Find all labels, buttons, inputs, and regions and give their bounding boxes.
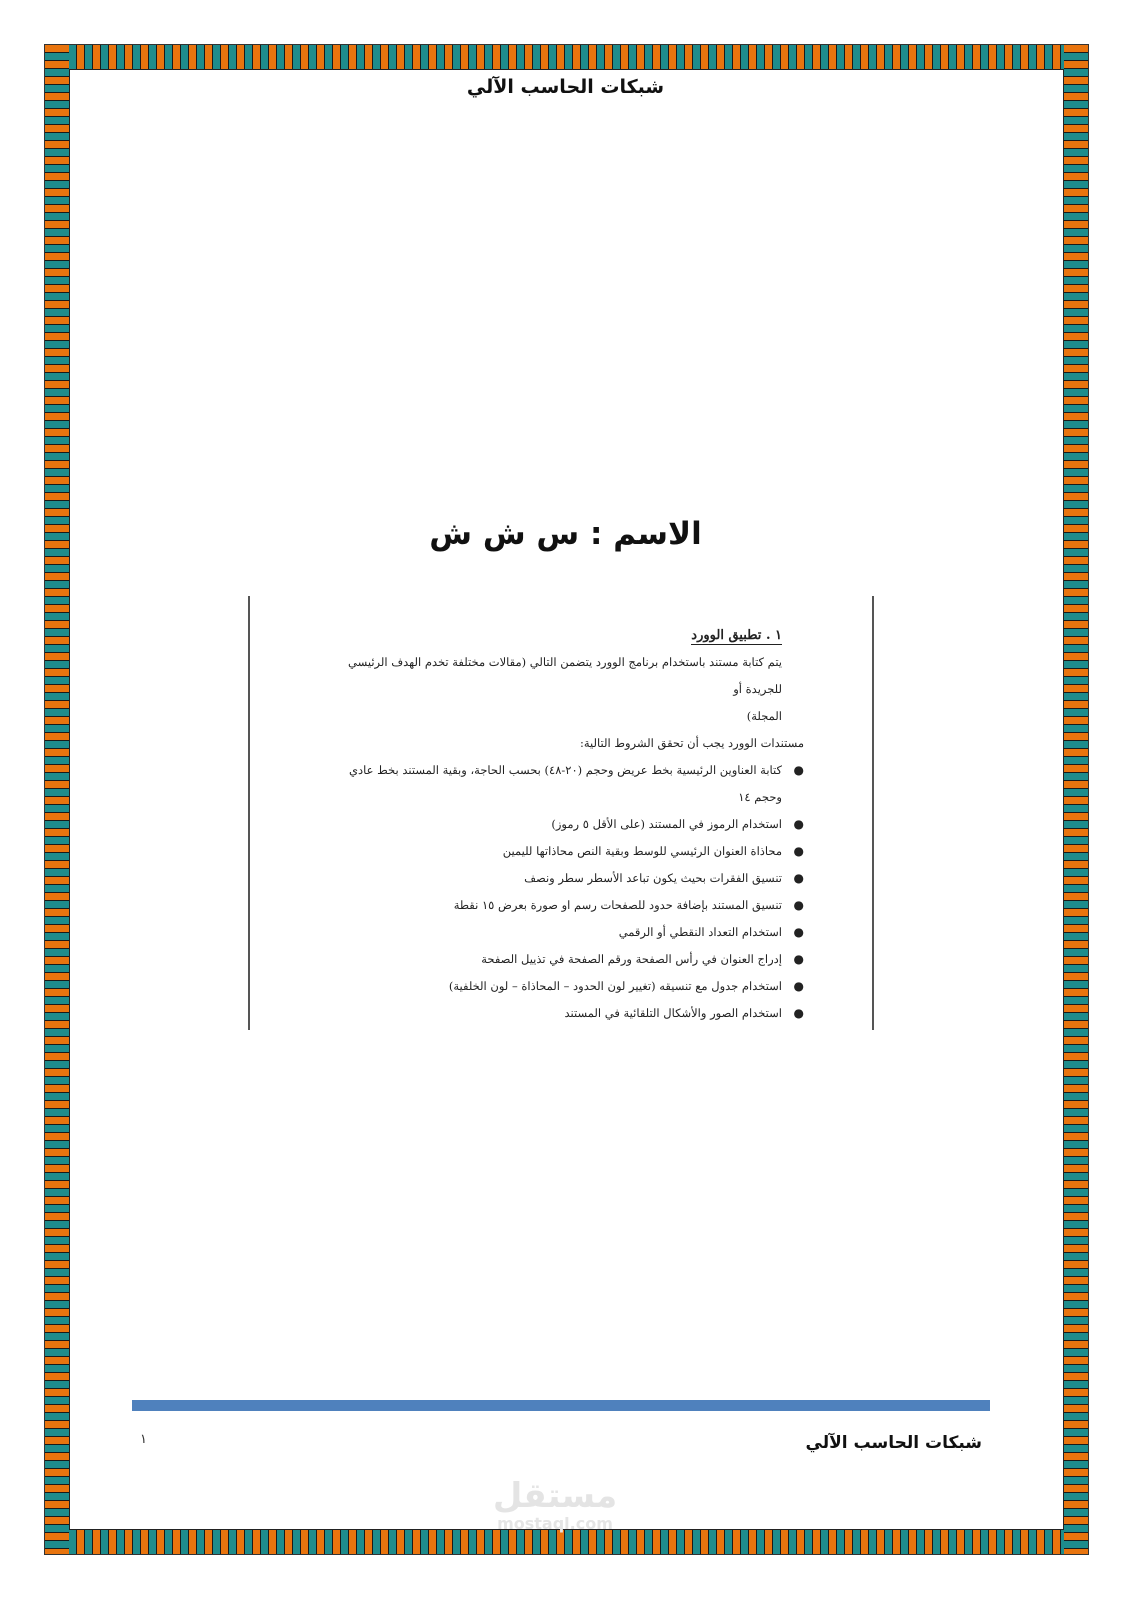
footer-divider-bar [132, 1400, 990, 1411]
bullet-icon: ● [793, 925, 804, 939]
student-name-line: الاسم : س ش ش [429, 516, 702, 552]
bullet-icon: ● [793, 844, 804, 858]
list-item: ● استخدام الرموز في المستند (على الأقل ٥ رموز) [312, 811, 782, 838]
page-header-title: شبكات الحاسب الآلي [466, 76, 665, 98]
section-title: ١ . تطبيق الوورد [691, 628, 782, 643]
watermark-url: mostaql.com [497, 1514, 613, 1533]
bullet-icon: ● [793, 871, 804, 885]
bullet-icon: ● [793, 952, 804, 966]
list-item: ● استخدام التعداد النقطي أو الرقمي [312, 919, 782, 946]
bullet-icon: ● [793, 979, 804, 993]
page-number: ١ [140, 1432, 147, 1447]
bullet-icon: ● [793, 1006, 804, 1020]
bullet-icon: ● [793, 763, 804, 777]
list-item: ● محاذاة العنوان الرئيسي للوسط وبقية النص محاذاتها لليمين [312, 838, 782, 865]
decorative-border-right [1064, 45, 1088, 1554]
embedded-document-image [248, 596, 874, 1030]
decorative-border-left [45, 45, 69, 1554]
list-item-continuation: وحجم ١٤ [738, 790, 782, 804]
list-item: ● تنسيق المستند بإضافة حدود للصفحات رسم او صورة بعرض ١٥ نقطة [312, 892, 782, 919]
intro-paragraph-line-1: يتم كتابة مستند باستخدام برنامج الوورد يتضمن التالي (مقالات مختلفة تخدم الهدف الرئيسي للجريدة أو [348, 655, 782, 696]
assignment-text [312, 622, 804, 1027]
intro-paragraph-line-2: المجلة) [746, 709, 782, 723]
watermark-logo: مستقل [492, 1476, 618, 1516]
page-footer-title: شبكات الحاسب الآلي [805, 1433, 982, 1453]
bullet-icon: ● [793, 817, 804, 831]
list-item: ● إدراج العنوان في رأس الصفحة ورقم الصفحة في تذييل الصفحة [312, 946, 782, 973]
decorative-border-top [45, 45, 1088, 69]
requirements-list [312, 757, 804, 1027]
decorative-border-bottom [45, 1530, 1088, 1554]
list-item: ● كتابة العناوين الرئيسية بخط عريض وحجم (٢٠-٤٨) بحسب الحاجة، وبقية المستند بخط عادي [312, 757, 782, 784]
conditions-intro: مستندات الوورد يجب أن تحقق الشروط التالية: [580, 736, 804, 750]
bullet-icon: ● [793, 898, 804, 912]
list-item: ● استخدام جدول مع تنسيقه (تغيير لون الحدود – المحاذاة – لون الخلفية) [312, 973, 782, 1000]
list-item: ● تنسيق الفقرات بحيث يكون تباعد الأسطر سطر ونصف [312, 865, 782, 892]
watermark [480, 1478, 630, 1533]
list-item: ● استخدام الصور والأشكال التلقائية في المستند [312, 1000, 782, 1027]
